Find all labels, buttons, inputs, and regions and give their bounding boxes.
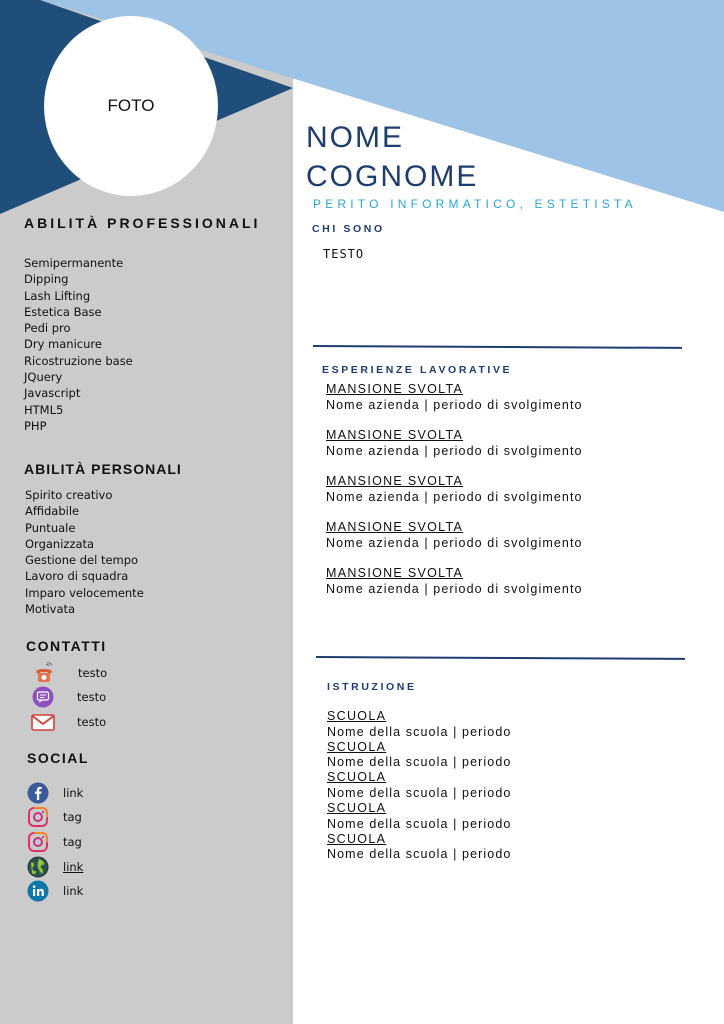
- list-item: Imparo velocemente: [25, 585, 144, 600]
- list-item: Dry manicure: [24, 337, 102, 352]
- contact-text: testo: [78, 666, 108, 680]
- school-detail: Nome della scuola | periodo: [327, 816, 512, 831]
- social-text: link: [63, 860, 84, 874]
- list-item: Dipping: [24, 272, 69, 287]
- linkedin-icon: [27, 880, 49, 902]
- contact-email[interactable]: [31, 710, 106, 734]
- social-instagram[interactable]: [27, 831, 82, 853]
- about-text: TESTO: [323, 247, 365, 261]
- social-instagram[interactable]: [27, 806, 82, 828]
- chat-icon: [31, 685, 55, 709]
- job-detail: Nome azienda | periodo di svolgimento: [326, 581, 583, 596]
- school-name: SCUOLA: [327, 709, 387, 723]
- school-name: SCUOLA: [327, 831, 387, 846]
- experience-heading: ESPERIENZE LAVORATIVE: [322, 364, 513, 376]
- list-item: Javascript: [24, 386, 81, 401]
- social-heading: SOCIAL: [27, 750, 89, 766]
- contacts-heading: CONTATTI: [26, 638, 107, 654]
- list-item: [327, 709, 511, 740]
- contact-text: testo: [77, 690, 107, 704]
- list-item: PHP: [24, 418, 47, 433]
- list-item: [327, 832, 511, 863]
- social-text: tag: [63, 810, 82, 824]
- social-website[interactable]: [27, 856, 83, 878]
- school-detail: Nome della scuola | periodo: [327, 724, 512, 739]
- globe-icon: [27, 856, 49, 878]
- photo-placeholder: [44, 16, 218, 196]
- personal-skills-list: [25, 487, 144, 617]
- professional-skills-list: [24, 255, 133, 434]
- job-detail: Nome azienda | periodo di svolgimento: [326, 489, 583, 504]
- list-item: Gestione del tempo: [25, 553, 139, 568]
- social-linkedin[interactable]: [27, 880, 83, 902]
- list-item: HTML5: [24, 402, 64, 417]
- contact-chat[interactable]: [31, 685, 106, 709]
- list-item: [327, 801, 511, 832]
- education-list: [327, 709, 511, 862]
- school-detail: Nome della scuola | periodo: [327, 847, 512, 862]
- school-detail: Nome della scuola | periodo: [327, 785, 512, 800]
- list-item: [326, 566, 583, 612]
- job-role: MANSIONE SVOLTA: [326, 520, 464, 534]
- photo-label: FOTO: [107, 96, 155, 115]
- job-subtitle: PERITO INFORMATICO, ESTETISTA: [313, 197, 637, 211]
- list-item: Spirito creativo: [25, 488, 113, 502]
- list-item: Motivata: [25, 602, 76, 617]
- job-role: MANSIONE SVOLTA: [326, 428, 464, 442]
- list-item: Semipermanente: [24, 256, 124, 270]
- phone-icon: [32, 661, 56, 685]
- social-text: tag: [63, 835, 82, 849]
- social-text: link: [63, 786, 84, 800]
- education-heading: ISTRUZIONE: [327, 681, 417, 693]
- school-name: SCUOLA: [327, 770, 387, 785]
- personal-skills-heading: ABILITÀ PERSONALI: [24, 461, 182, 477]
- experience-list: [326, 382, 583, 612]
- school-detail: Nome della scuola | periodo: [327, 755, 512, 770]
- list-item: [326, 520, 583, 566]
- list-item: Organizzata: [25, 536, 95, 551]
- job-role: MANSIONE SVOLTA: [326, 382, 464, 396]
- job-role: MANSIONE SVOLTA: [326, 474, 464, 488]
- list-item: [327, 770, 511, 801]
- full-name: [306, 118, 478, 196]
- list-item: Ricostruzione base: [24, 353, 133, 368]
- list-item: Pedi pro: [24, 321, 71, 336]
- list-item: Lash Lifting: [24, 288, 91, 303]
- first-name: NOME: [306, 121, 404, 154]
- social-facebook[interactable]: [27, 782, 83, 804]
- about-heading: CHI SONO: [312, 223, 385, 235]
- contact-text: testo: [77, 715, 107, 729]
- facebook-icon: [27, 782, 49, 804]
- job-role: MANSIONE SVOLTA: [326, 566, 464, 580]
- list-item: Puntuale: [25, 520, 76, 535]
- school-name: SCUOLA: [327, 739, 387, 754]
- instagram-icon: [27, 831, 49, 853]
- job-detail: Nome azienda | periodo di svolgimento: [326, 535, 583, 550]
- list-item: Affidabile: [25, 504, 80, 519]
- list-item: [326, 474, 583, 520]
- professional-skills-heading: ABILITÀ PROFESSIONALI: [24, 215, 261, 231]
- list-item: Estetica Base: [24, 304, 102, 319]
- instagram-icon: [27, 806, 49, 828]
- list-item: Lavoro di squadra: [25, 569, 129, 584]
- contact-phone[interactable]: [32, 661, 107, 685]
- job-detail: Nome azienda | periodo di svolgimento: [326, 397, 583, 412]
- last-name: COGNOME: [306, 160, 479, 193]
- social-text: link: [63, 884, 84, 898]
- list-item: [327, 740, 511, 771]
- list-item: [326, 428, 583, 474]
- email-icon: [31, 710, 55, 734]
- list-item: JQuery: [24, 370, 63, 385]
- school-name: SCUOLA: [327, 801, 387, 816]
- job-detail: Nome azienda | periodo di svolgimento: [326, 443, 583, 458]
- list-item: [326, 382, 583, 428]
